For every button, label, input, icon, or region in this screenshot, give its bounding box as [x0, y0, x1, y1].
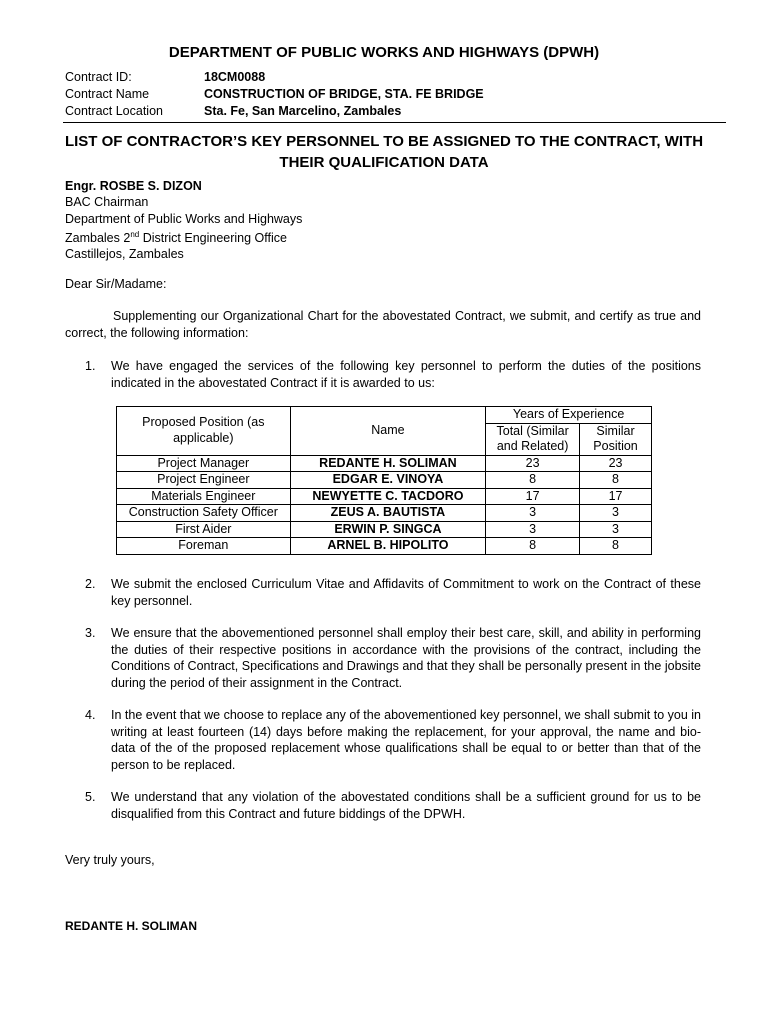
- cell-total: 3: [486, 505, 580, 522]
- table-row: [117, 505, 652, 522]
- cell-position: Materials Engineer: [117, 488, 291, 505]
- document-title-line1: LIST OF CONTRACTOR’S KEY PERSONNEL TO BE ASSIGNED TO THE CONTRACT, WITH: [64, 133, 704, 150]
- key-personnel-table: [116, 406, 652, 555]
- document-title-line2: THEIR QUALIFICATION DATA: [279, 154, 489, 171]
- cell-similar: 17: [580, 488, 652, 505]
- list-item-3: [85, 625, 701, 691]
- cell-name: EDGAR E. VINOYA: [290, 472, 486, 489]
- intro-paragraph: Supplementing our Organizational Chart for the abovestated Contract, we submit, and certify as true and correct, the following information:: [65, 309, 701, 340]
- table-row: [117, 488, 652, 505]
- cell-total: 3: [486, 521, 580, 538]
- list-item-number: 2.: [85, 577, 96, 591]
- header-divider: [63, 122, 726, 123]
- cell-similar: 23: [580, 455, 652, 472]
- contract-name-row: [65, 86, 484, 103]
- district-sup: nd: [130, 229, 140, 239]
- addressee-district: [65, 227, 302, 246]
- header-total: Total (Similar and Related): [486, 423, 580, 455]
- header-years: Years of Experience: [486, 407, 652, 424]
- list-item-number: 3.: [85, 626, 96, 640]
- cell-total: 8: [486, 538, 580, 555]
- contract-name-value: CONSTRUCTION OF BRIDGE, STA. FE BRIDGE: [204, 87, 484, 101]
- header-position: Proposed Position (as applicable): [117, 407, 291, 456]
- cell-name: ARNEL B. HIPOLITO: [290, 538, 486, 555]
- document-title: [60, 131, 708, 173]
- cell-name: REDANTE H. SOLIMAN: [290, 455, 486, 472]
- list-item-text: In the event that we choose to replace any of the abovementioned key personnel, we shall submit to you in writing at least fourteen (14) days before making the replacement, for your approval, the name and bio-data of the of the proposed replacement whose qualifications shall be equal to or better than that of the person to be replaced.: [111, 708, 701, 772]
- contract-location-label: Contract Location: [65, 104, 163, 118]
- header-similar: Similar Position: [580, 423, 652, 455]
- addressee-position: BAC Chairman: [65, 195, 149, 210]
- list-item-text: We understand that any violation of the abovestated conditions shall be a sufficient ground for us to be disqualified from this Contract and future biddings of the DPWH.: [111, 790, 701, 821]
- closing-line: Very truly yours,: [65, 853, 155, 867]
- addressee-office: Department of Public Works and Highways: [65, 211, 303, 226]
- addressee-city: Castillejos, Zambales: [65, 247, 184, 262]
- list-item-5: [85, 789, 701, 822]
- list-item-text: We submit the enclosed Curriculum Vitae and Affidavits of Commitment to work on the Contract of these key personnel.: [111, 577, 701, 608]
- list-item-text: We have engaged the services of the following key personnel to perform the duties of the positions indicated in the abovestated Contract if it is awarded to us:: [111, 359, 701, 390]
- table-header-row: [117, 407, 652, 424]
- salutation: Dear Sir/Madame:: [65, 277, 167, 291]
- district-pre: Zambales 2: [65, 231, 131, 246]
- cell-similar: 3: [580, 505, 652, 522]
- contract-id-row: [65, 69, 265, 86]
- cell-similar: 8: [580, 472, 652, 489]
- list-item-number: 4.: [85, 708, 96, 722]
- cell-position: Foreman: [117, 538, 291, 555]
- list-item-text: We ensure that the abovementioned personnel shall employ their best care, skill, and ability in performing the duties of their respective positions in accordance with the provisions of the contract, including the Conditions of Contract, Specifications and Drawings and that they shall be personally present in the jobsite during the period of their assignment in the Contract.: [111, 626, 701, 690]
- cell-similar: 8: [580, 538, 652, 555]
- cell-name: NEWYETTE C. TACDORO: [290, 488, 486, 505]
- cell-name: ZEUS A. BAUTISTA: [290, 505, 486, 522]
- table-row: [117, 472, 652, 489]
- cell-similar: 3: [580, 521, 652, 538]
- addressee-name: Engr. ROSBE S. DIZON: [65, 179, 202, 193]
- cell-position: Project Engineer: [117, 472, 291, 489]
- contract-id-label: Contract ID:: [65, 70, 132, 84]
- header-name: Name: [290, 407, 486, 456]
- cell-position: First Aider: [117, 521, 291, 538]
- table-row: [117, 455, 652, 472]
- list-item-number: 1.: [85, 359, 96, 373]
- cell-position: Construction Safety Officer: [117, 505, 291, 522]
- cell-total: 23: [486, 455, 580, 472]
- addressee-block: [65, 178, 302, 263]
- contract-id-value: 18CM0088: [204, 70, 266, 84]
- cell-position: Project Manager: [117, 455, 291, 472]
- table-row: [117, 538, 652, 555]
- cell-total: 8: [486, 472, 580, 489]
- cell-total: 17: [486, 488, 580, 505]
- contract-name-label: Contract Name: [65, 87, 150, 101]
- department-title: DEPARTMENT OF PUBLIC WORKS AND HIGHWAYS (DPWH): [168, 44, 600, 61]
- list-item-2: [85, 576, 701, 609]
- list-item-number: 5.: [85, 790, 96, 804]
- signer-name: REDANTE H. SOLIMAN: [65, 919, 197, 933]
- district-post: District Engineering Office: [139, 231, 287, 246]
- list-item-4: [85, 707, 701, 773]
- list-item-1: [85, 358, 701, 391]
- contract-location-value: Sta. Fe, San Marcelino, Zambales: [204, 104, 402, 118]
- cell-name: ERWIN P. SINGCA: [290, 521, 486, 538]
- contract-location-row: [65, 103, 401, 120]
- table-row: [117, 521, 652, 538]
